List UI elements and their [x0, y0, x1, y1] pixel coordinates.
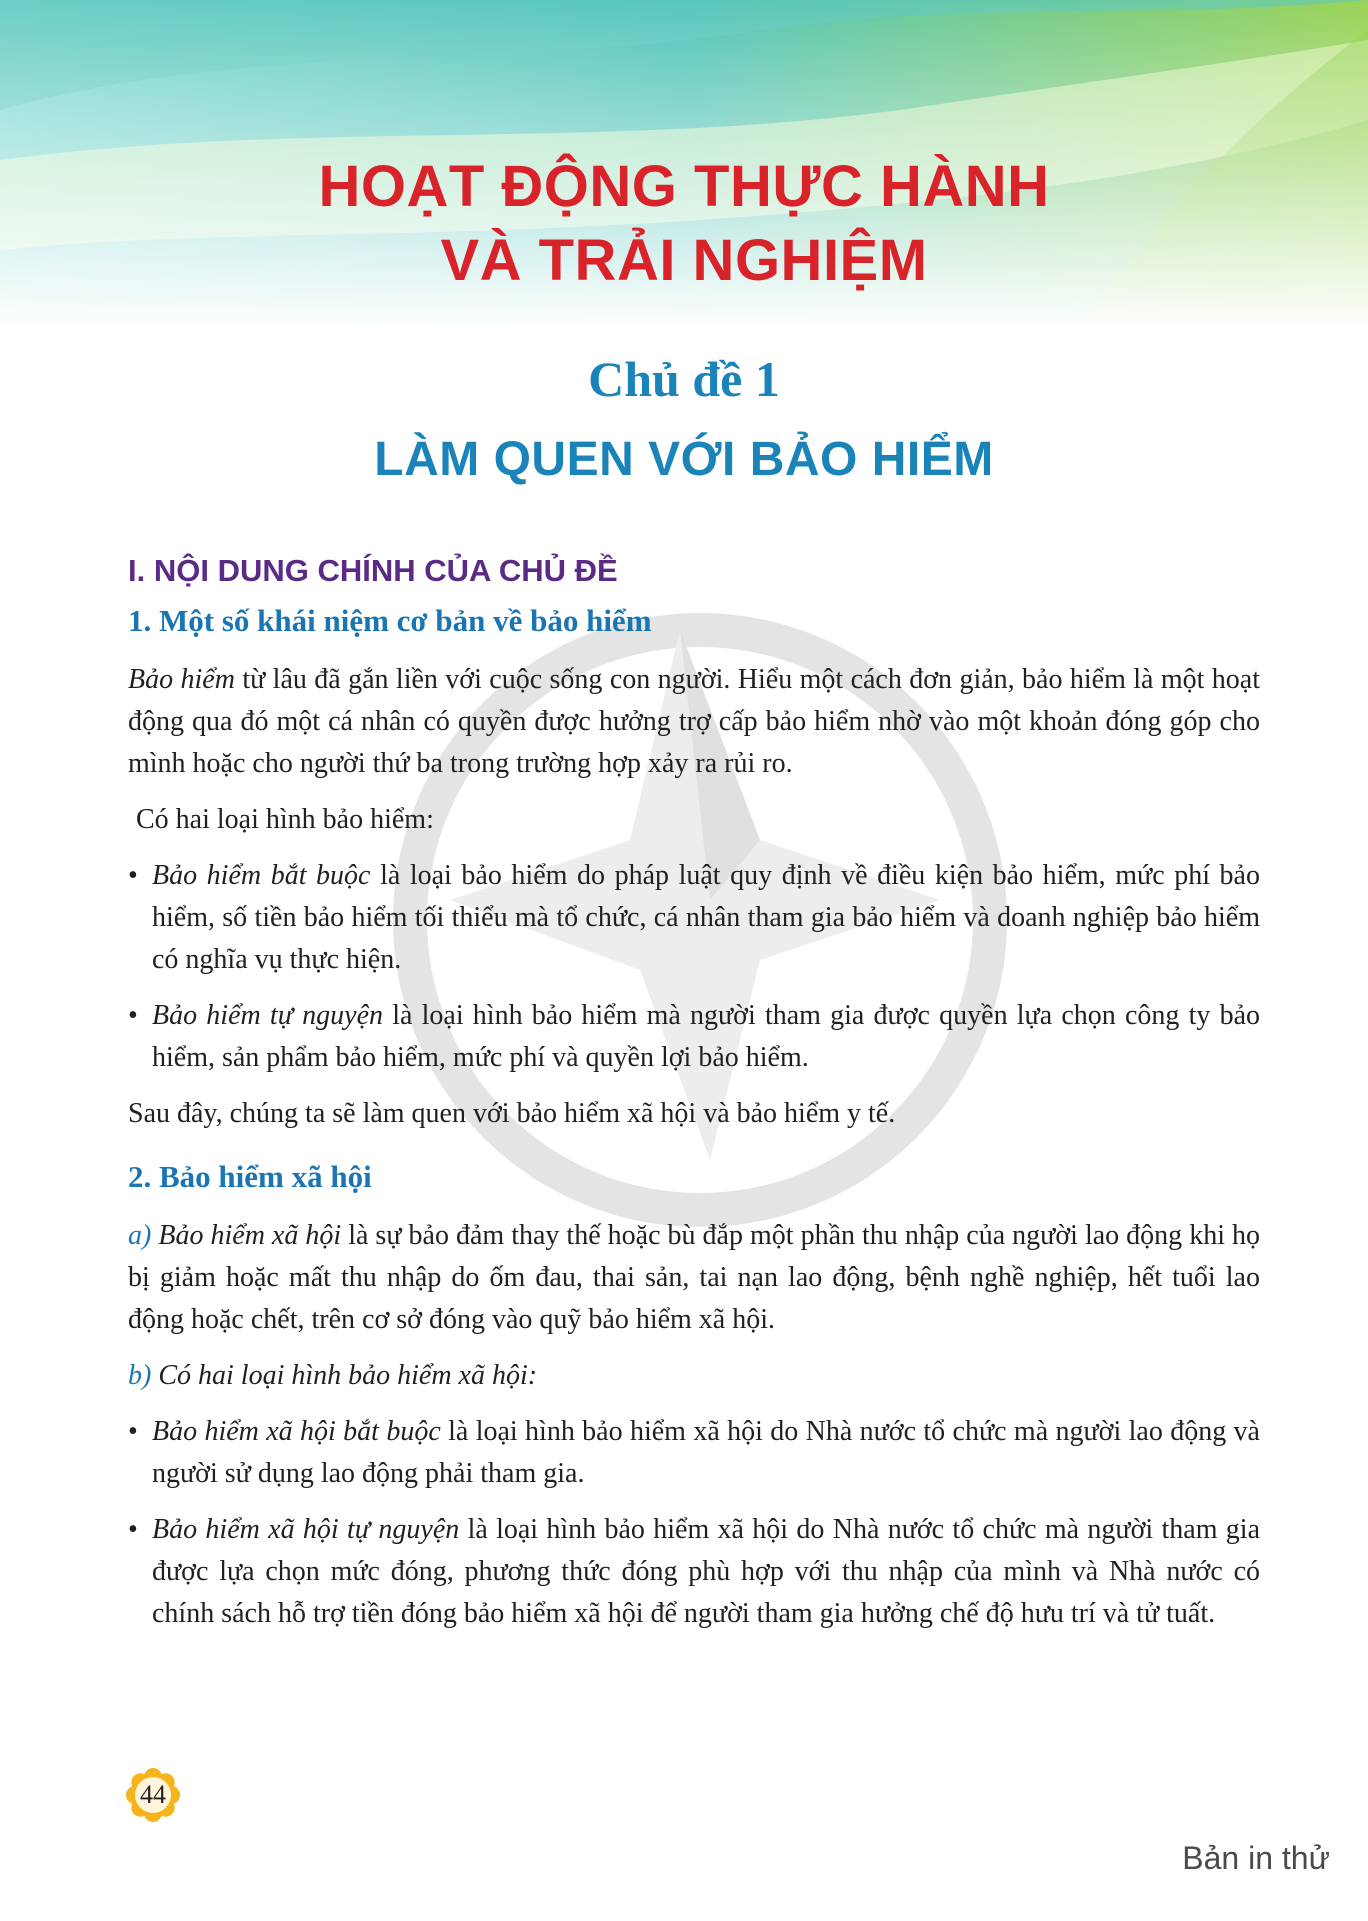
term: Bảo hiểm tự nguyện [152, 1000, 384, 1031]
paragraph-text: từ lâu đã gắn liền với cuộc sống con người. Hiểu một cách đơn giản, bảo hiểm là một hoạt động qua đó một cá nhân có quyền được hưởng trợ cấp bảo hiểm nhờ vào một khoản đóng góp cho mình hoặc cho người thứ ba trong trường hợp xảy ra rủi ro. [128, 664, 1261, 779]
list-item-text: là loại bảo hiểm do pháp luật quy định về điều kiện bảo hiểm, mức phí bảo hiểm, số tiền bảo hiểm tối thiểu mà tổ chức, cá nhân tham gia bảo hiểm và doanh nghiệp bảo hiểm có nghĩa vụ thực hiện. [152, 860, 1260, 975]
closing-paragraph: Sau đây, chúng ta sẽ làm quen với bảo hiểm xã hội và bảo hiểm y tế. [128, 1098, 896, 1129]
types-intro: Có hai loại hình bảo hiểm: [136, 804, 434, 835]
paragraph-a [128, 1215, 1260, 1341]
term: Bảo hiểm xã hội bắt buộc [152, 1416, 441, 1447]
topic-title: LÀM QUEN VỚI BẢO HIỂM [374, 433, 994, 486]
intro-paragraph [128, 659, 1260, 785]
proof-label: Bản in thử [1182, 1840, 1330, 1876]
item-letter: b) [128, 1360, 152, 1391]
page-number: 44 [140, 1780, 166, 1809]
list-item [128, 1411, 1260, 1495]
paragraph-b [128, 1355, 1260, 1397]
paragraph-text: là sự bảo đảm thay thế hoặc bù đắp một phần thu nhập của người lao động khi họ bị giảm hoặc mất thu nhập do ốm đau, thai sản, tai nạn lao động, bệnh nghề nghiệp, hết tuổi lao động hoặc chết, trên cơ sở đóng vào quỹ bảo hiểm xã hội. [128, 1220, 1260, 1335]
header-title-line-2: VÀ TRẢI NGHIỆM [440, 228, 928, 293]
paragraph-text: Có hai loại hình bảo hiểm xã hội: [151, 1360, 538, 1391]
page-header-title [0, 150, 1368, 298]
list-item [128, 855, 1260, 981]
item-letter: a) [128, 1220, 152, 1251]
page-number-badge [126, 1768, 180, 1822]
term: Bảo hiểm xã hội tự nguyện [152, 1514, 460, 1545]
term: Bảo hiểm xã hội [158, 1220, 342, 1251]
list-item-text: là loại hình bảo hiểm mà người tham gia được quyền lựa chọn công ty bảo hiểm, sản phẩm bảo hiểm, mức phí và quyền lợi bảo hiểm. [152, 1000, 1260, 1073]
main-content [128, 553, 1260, 1649]
header-title-line-1: HOẠT ĐỘNG THỰC HÀNH [318, 154, 1050, 219]
section-heading: I. NỘI DUNG CHÍNH CỦA CHỦ ĐỀ [128, 553, 618, 588]
term: Bảo hiểm bắt buộc [152, 860, 371, 891]
list-item-text: là loại hình bảo hiểm xã hội do Nhà nước tổ chức mà người tham gia được lựa chọn mức đóng, phương thức đóng phù hợp với thu nhập của mình và Nhà nước có chính sách hỗ trợ tiền đóng bảo hiểm xã hội để người tham gia hưởng chế độ hưu trí và tử tuất. [152, 1514, 1260, 1629]
list-item [128, 1509, 1260, 1635]
subsection-heading-2: 2. Bảo hiểm xã hội [128, 1159, 372, 1194]
list-item-text: là loại hình bảo hiểm xã hội do Nhà nước tổ chức mà người lao động và người sử dụng lao động phải tham gia. [152, 1416, 1260, 1489]
term: Bảo hiểm [128, 664, 235, 695]
topic-label: Chủ đề 1 [588, 351, 780, 407]
list-item [128, 995, 1260, 1079]
subsection-heading-1: 1. Một số khái niệm cơ bản về bảo hiểm [128, 603, 652, 638]
